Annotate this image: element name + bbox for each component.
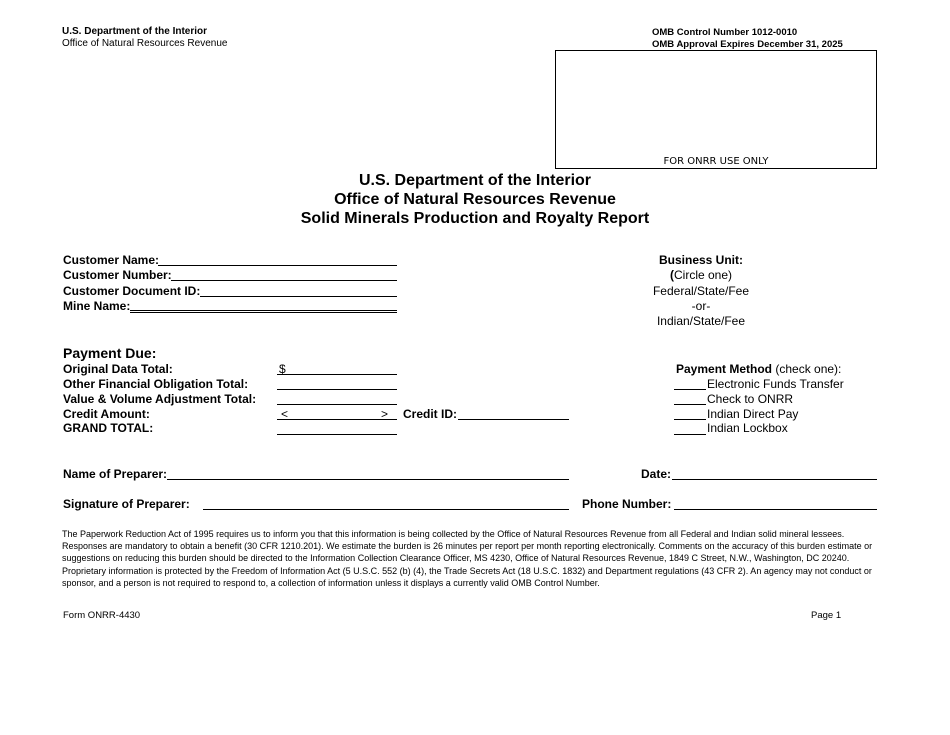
business-unit-or: -or-: [691, 299, 711, 313]
header-office: Office of Natural Resources Revenue: [62, 38, 228, 49]
paperwork-reduction-act-notice: The Paperwork Reduction Act of 1995 requires us to inform you that this information is being collected by the Office of Natural Resources Revenue from all Federal and Indian solid mineral lessees. Responses are mandatory to obtain a benefit (30 CFR 1210.201). We estimate the burden is 26 minutes per report per month reporting electronically. Comments on the accuracy of this burden estimate or suggestions on reducing this burden should be directed to the Information Collection Clearance Officer, MS 4230, Office of Natural Resources Revenue, 1849 C Street, N.W., Washington, DC 20240. Proprietary information is protected by the Freedom of Information Act (5 U.S.C. 552 (b) (4), the Trade Secrets Act (18 U.S.C. 1832) and Department regulations (43 CFR 2). An agency may not conduct or sponsor, and a person is not required to respond to, a collection of information unless it displays a currently valid OMB Control Number.: [62, 529, 873, 588]
credit-id-label: Credit ID:: [403, 407, 457, 421]
phone-number-label: Phone Number:: [582, 497, 672, 511]
circle-one-text: Circle one): [673, 268, 733, 282]
title-line-3: Solid Minerals Production and Royalty Report: [300, 210, 650, 227]
date-field[interactable]: [672, 479, 877, 480]
business-unit-federal-option[interactable]: Federal/State/Fee: [652, 284, 750, 298]
other-financial-obligation-label: Other Financial Obligation Total:: [63, 377, 249, 391]
credit-amount-open-bracket: <: [281, 407, 289, 421]
circle-one-paren: (: [669, 268, 674, 282]
header-agency: U.S. Department of the Interior: [62, 26, 208, 37]
omb-approval-expires: OMB Approval Expires December 31, 2025: [652, 39, 843, 50]
credit-amount-label: Credit Amount:: [63, 407, 150, 421]
name-of-preparer-label: Name of Preparer:: [63, 467, 168, 481]
mine-name-label: Mine Name:: [63, 299, 131, 313]
checkbox-line-eft[interactable]: [674, 389, 706, 390]
checkbox-line-indian-direct-pay[interactable]: [674, 419, 706, 420]
payment-option-indian-direct-pay: Indian Direct Pay: [707, 407, 799, 421]
customer-name-label: Customer Name:: [63, 253, 160, 267]
checkbox-line-indian-lockbox[interactable]: [674, 434, 706, 435]
business-unit-title: Business Unit:: [658, 253, 743, 267]
onrr-use-only-label: FOR ONRR USE ONLY: [663, 156, 769, 167]
signature-of-preparer-field[interactable]: [203, 509, 569, 510]
payment-method-hint: (check one):: [772, 362, 842, 376]
phone-number-field[interactable]: [674, 509, 877, 510]
name-of-preparer-field[interactable]: [167, 479, 569, 480]
credit-amount-field[interactable]: [277, 419, 397, 420]
value-volume-adjustment-field[interactable]: [277, 404, 397, 405]
customer-number-label: Customer Number:: [63, 268, 172, 282]
title-line-1: U.S. Department of the Interior: [358, 172, 592, 189]
form-number: Form ONRR-4430: [63, 610, 141, 621]
page-number: Page 1: [811, 610, 842, 621]
payment-due-heading: Payment Due:: [63, 345, 157, 361]
omb-control-number: OMB Control Number 1012-0010: [652, 27, 798, 38]
original-data-total-field[interactable]: [277, 374, 397, 375]
onrr-use-only-box: [555, 50, 877, 169]
grand-total-label: GRAND TOTAL:: [63, 421, 154, 435]
payment-option-eft: Electronic Funds Transfer: [707, 377, 844, 391]
other-financial-obligation-field[interactable]: [277, 389, 397, 390]
mine-name-field[interactable]: [130, 310, 397, 313]
customer-document-id-label: Customer Document ID:: [63, 284, 201, 298]
customer-name-field[interactable]: [158, 265, 397, 266]
checkbox-line-check[interactable]: [674, 404, 706, 405]
original-data-total-label: Original Data Total:: [63, 362, 173, 376]
payment-option-check: Check to ONRR: [707, 392, 794, 406]
payment-option-indian-lockbox: Indian Lockbox: [707, 421, 788, 435]
grand-total-field[interactable]: [277, 434, 397, 435]
value-volume-adjustment-label: Value & Volume Adjustment Total:: [63, 392, 257, 406]
business-unit-instruction: [601, 268, 801, 282]
customer-number-field[interactable]: [171, 280, 397, 281]
customer-document-id-field[interactable]: [200, 296, 397, 297]
credit-id-field[interactable]: [458, 419, 569, 420]
title-line-2: Office of Natural Resources Revenue: [334, 191, 616, 208]
date-label: Date:: [641, 467, 672, 481]
payment-method-label: Payment Method: [676, 362, 773, 376]
payment-method-title: [676, 362, 841, 376]
dollar-sign: $: [279, 362, 286, 376]
signature-of-preparer-label: Signature of Preparer:: [63, 497, 190, 511]
business-unit-indian-option[interactable]: Indian/State/Fee: [656, 314, 746, 328]
credit-amount-close-bracket: >: [381, 407, 389, 421]
